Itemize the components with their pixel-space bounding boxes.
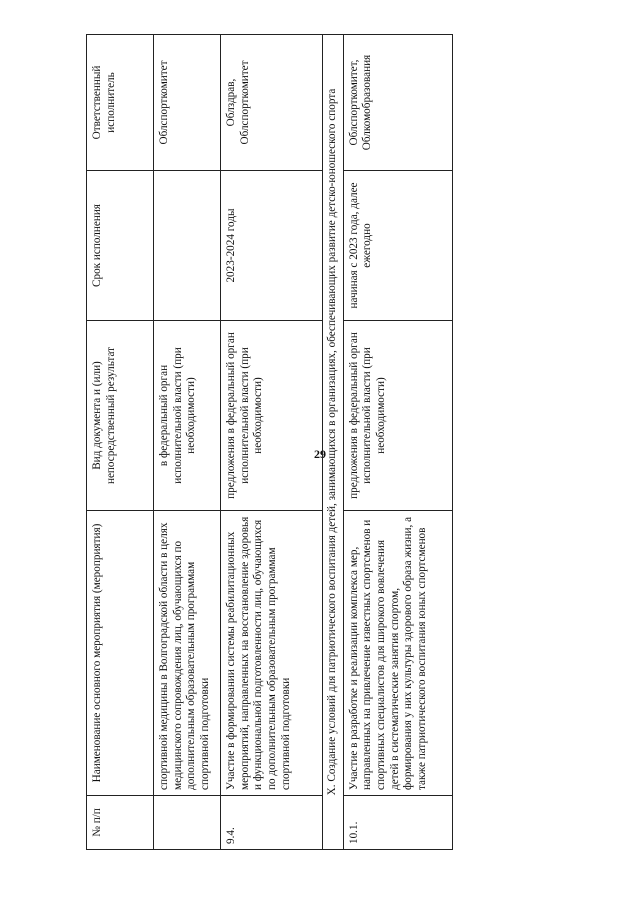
- section-row: [323, 35, 344, 850]
- table-row: [154, 35, 221, 850]
- row-document: предложения в федеральный орган исполнительной власти (при необходимости): [343, 321, 452, 511]
- activities-table: [86, 34, 453, 850]
- row-number: 10.1.: [343, 796, 452, 850]
- row-name: спортивной медицины в Волгоградской области в целях медицинского сопровождения лиц, обучающихся по дополнительным образовательным программам спортивной подготовки: [154, 511, 221, 796]
- row-term: [154, 171, 221, 321]
- row-responsible: Облспорткомитет: [154, 35, 221, 171]
- row-term: 2023-2024 годы: [221, 171, 323, 321]
- header-document: Вид документа и (или) непосредственный результат: [87, 321, 154, 511]
- table-row: [343, 35, 452, 850]
- row-name: Участие в разработке и реализации комплекса мер, направленных на привлечение известных спортсменов и спортивных специалистов для широкого вовлечения детей в систематические занятия спортом, формирования у них культуры здорового образа жизни, а также патриотического воспитания юных спортсменов: [343, 511, 452, 796]
- row-document: предложения в федеральный орган исполнительной власти (при необходимости): [221, 321, 323, 511]
- table-header-row: [87, 35, 154, 850]
- row-number: 9.4.: [221, 796, 323, 850]
- section-heading: X. Создание условий для патриотического воспитания детей, занимающихся в организациях, обеспечивающих развитие детско-юношеского спорта: [323, 35, 344, 850]
- row-name: Участие в формировании системы реабилитационных мероприятий, направленных на восстановление здоровья и функциональной подготовленности лиц, обучающихся по дополнительным образовательным программам спортивной подготовки: [221, 511, 323, 796]
- header-responsible: Ответственный исполнитель: [87, 35, 154, 171]
- header-number: № п/п: [87, 796, 154, 850]
- row-document: в федеральный орган исполнительной власти (при необходимости): [154, 321, 221, 511]
- rotated-table-container: [86, 35, 456, 850]
- row-responsible: Облспорткомитет, Облкомобразования: [343, 35, 452, 171]
- row-responsible: Облздрав, Облспорткомитет: [221, 35, 323, 171]
- row-term: начиная с 2023 года, далее ежегодно: [343, 171, 452, 321]
- header-name: Наименование основного мероприятия (мероприятия): [87, 511, 154, 796]
- row-number: [154, 796, 221, 850]
- table-row: [221, 35, 323, 850]
- page-number: 29: [314, 447, 326, 461]
- header-term: Срок исполнения: [87, 171, 154, 321]
